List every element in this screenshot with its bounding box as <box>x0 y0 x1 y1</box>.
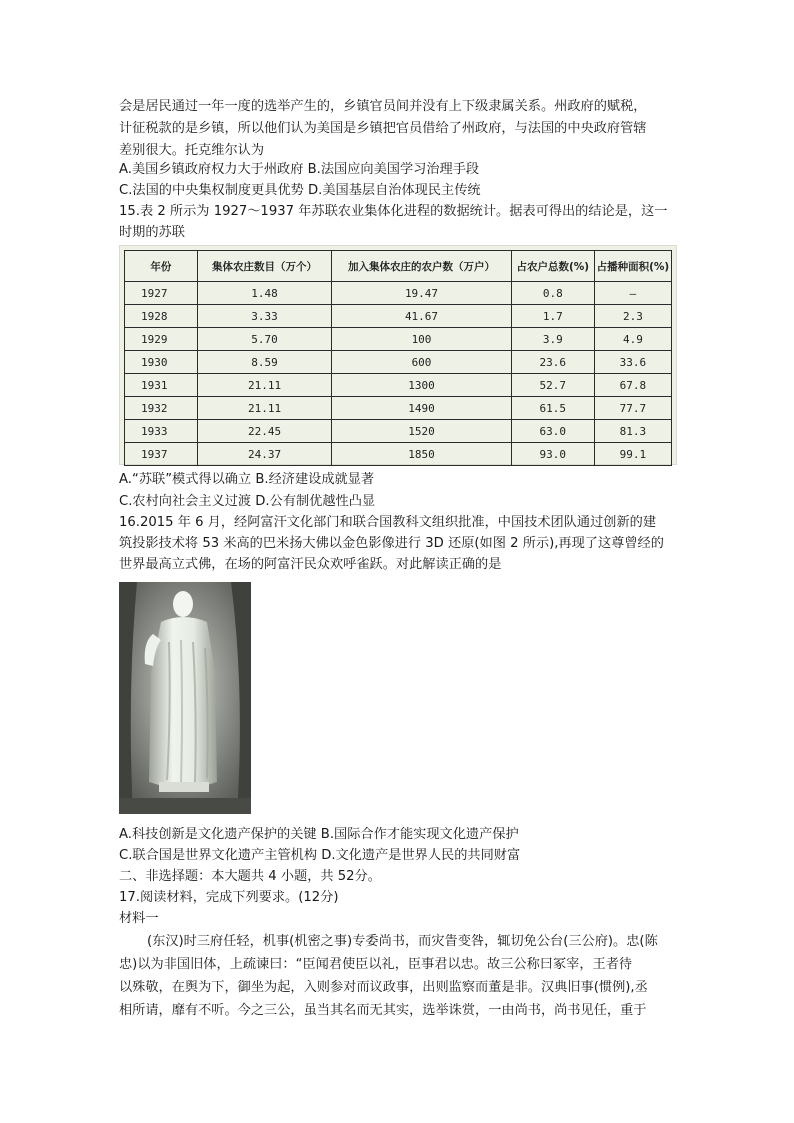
material-label: 材料一 <box>119 911 159 926</box>
cell-year: 1932 <box>125 397 198 420</box>
col-header-farms: 集体农庄数目（万个） <box>197 251 332 282</box>
table-2-scan <box>119 245 677 465</box>
material-text-line: 相所请，靡有不听。今之三公，虽当其名而无其实，选举诛赏，一由尚书，尚书见任，重于 <box>119 1003 647 1018</box>
buddha-figure-drawing <box>119 582 251 814</box>
text-line: 差别很大。托克维尔认为 <box>119 143 265 158</box>
col-header-households: 加入集体农庄的农户数（万户） <box>332 251 511 282</box>
text-line: 筑投影技术将 53 米高的巴米扬大佛以金色影像进行 3D 还原(如图 2 所示),再现了这尊曾经的 <box>119 536 664 551</box>
cell-household-share: 93.0 <box>511 443 594 466</box>
cell-households: 100 <box>332 328 511 351</box>
cell-year: 1929 <box>125 328 198 351</box>
option-line: C.农村向社会主义过渡 D.公有制优越性凸显 <box>119 494 376 509</box>
text-line: 计征税款的是乡镇，所以他们认为美国是乡镇把官员借给了州政府，与法国的中央政府管辖 <box>119 121 647 136</box>
cell-household-share: 0.8 <box>511 282 594 305</box>
cell-farms: 8.59 <box>197 351 332 374</box>
table-header-row <box>125 251 672 282</box>
option-line: A.美国乡镇政府权力大于州政府 B.法国应向美国学习治理手段 <box>119 162 480 177</box>
cell-household-share: 63.0 <box>511 420 594 443</box>
cell-farms: 3.33 <box>197 305 332 328</box>
cell-sown-area-share: 99.1 <box>594 443 671 466</box>
material-text-line: 忠)以为非国旧体，上疏谏曰：“臣闻君使臣以礼，臣事君以忠。故三公称曰冢宰，王者待 <box>119 957 633 972</box>
table-row <box>125 420 672 443</box>
cell-farms: 1.48 <box>197 282 332 305</box>
cell-sown-area-share: 77.7 <box>594 397 671 420</box>
question-15: 15.表 2 所示为 1927～1937 年苏联农业集体化进程的数据统计。据表可得出的结论是，这一 <box>119 204 668 219</box>
cell-households: 1490 <box>332 397 511 420</box>
cell-sown-area-share: 33.6 <box>594 351 671 374</box>
cell-farms: 21.11 <box>197 397 332 420</box>
col-header-household-share: 占农户总数(%) <box>511 251 594 282</box>
question-16: 16.2015 年 6 月，经阿富汗文化部门和联合国教科文组织批准，中国技术团队通过创新的建 <box>119 515 657 530</box>
table-row <box>125 443 672 466</box>
text-line: 世界最高立式佛，在场的阿富汗民众欢呼雀跃。对此解读正确的是 <box>119 557 502 572</box>
cell-sown-area-share: 4.9 <box>594 328 671 351</box>
cell-sown-area-share: 2.3 <box>594 305 671 328</box>
cell-year: 1931 <box>125 374 198 397</box>
cell-household-share: 23.6 <box>511 351 594 374</box>
cell-year: 1928 <box>125 305 198 328</box>
option-line: A.“苏联”模式得以确立 B.经济建设成就显著 <box>119 472 375 487</box>
buddha-projection-photo <box>119 582 251 814</box>
cell-farms: 24.37 <box>197 443 332 466</box>
cell-households: 1520 <box>332 420 511 443</box>
cell-sown-area-share: 81.3 <box>594 420 671 443</box>
option-line: C.法国的中央集权制度更具优势 D.美国基层自治体现民主传统 <box>119 183 481 198</box>
cell-farms: 22.45 <box>197 420 332 443</box>
col-header-year: 年份 <box>125 251 198 282</box>
table-row <box>125 282 672 305</box>
cell-sown-area-share: — <box>594 282 671 305</box>
material-text-line: 以殊敬，在舆为下，御坐为起，入则参对而议政事，出则监察而董是非。汉典旧事(惯例),丞 <box>119 980 648 995</box>
cell-household-share: 1.7 <box>511 305 594 328</box>
cell-year: 1927 <box>125 282 198 305</box>
table-row <box>125 328 672 351</box>
section-heading: 二、非选择题：本大题共 4 小题，共 52分。 <box>119 869 381 884</box>
col-header-sown-area-share: 占播种面积(%) <box>594 251 671 282</box>
cell-household-share: 52.7 <box>511 374 594 397</box>
cell-households: 1850 <box>332 443 511 466</box>
cell-households: 19.47 <box>332 282 511 305</box>
collectivization-table <box>124 250 672 466</box>
table-row <box>125 397 672 420</box>
cell-households: 1300 <box>332 374 511 397</box>
material-text-line: (东汉)时三府任轻，机事(机密之事)专委尚书，而灾眚变咎，辄切免公台(三公府)。忠(陈 <box>147 934 658 949</box>
table-row <box>125 374 672 397</box>
option-line: A.科技创新是文化遗产保护的关键 B.国际合作才能实现文化遗产保护 <box>119 827 519 842</box>
table-row <box>125 351 672 374</box>
cell-household-share: 61.5 <box>511 397 594 420</box>
cell-sown-area-share: 67.8 <box>594 374 671 397</box>
cell-household-share: 3.9 <box>511 328 594 351</box>
question-17: 17.阅读材料，完成下列要求。(12分) <box>119 890 339 905</box>
text-line: 会是居民通过一年一度的选举产生的，乡镇官员间并没有上下级隶属关系。州政府的赋税， <box>119 99 647 114</box>
table-row <box>125 305 672 328</box>
cell-farms: 5.70 <box>197 328 332 351</box>
text-line: 时期的苏联 <box>119 225 185 240</box>
cell-households: 600 <box>332 351 511 374</box>
cell-year: 1933 <box>125 420 198 443</box>
option-line: C.联合国是世界文化遗产主管机构 D.文化遗产是世界人民的共同财富 <box>119 848 521 863</box>
cell-year: 1930 <box>125 351 198 374</box>
cell-farms: 21.11 <box>197 374 332 397</box>
cell-households: 41.67 <box>332 305 511 328</box>
cell-year: 1937 <box>125 443 198 466</box>
